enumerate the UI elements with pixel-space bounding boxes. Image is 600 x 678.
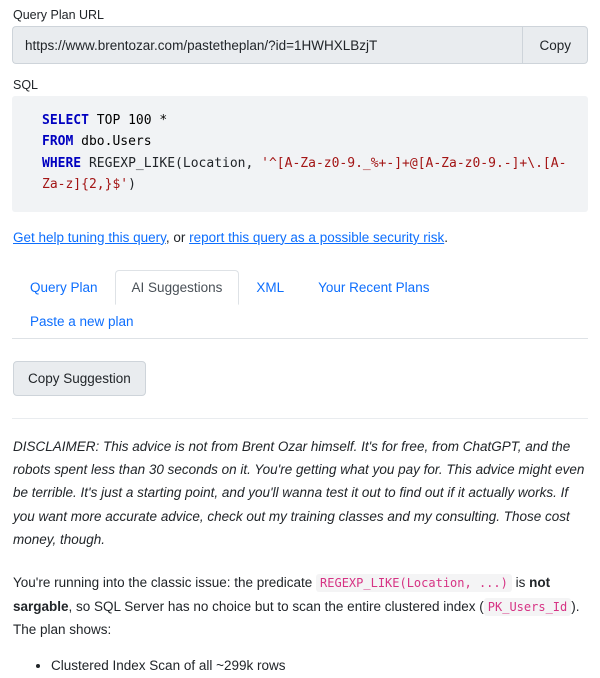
query-plan-url-input[interactable] xyxy=(12,26,522,64)
advice-bullet-list xyxy=(13,654,588,678)
copy-suggestion-button[interactable]: Copy Suggestion xyxy=(13,361,146,396)
help-links-separator: , or xyxy=(165,229,190,245)
advice-code-regexp-like: REGEXP_LIKE(Location, ...) xyxy=(316,574,512,592)
tab-paste-a-new-plan[interactable]: Paste a new plan xyxy=(30,314,134,329)
sql-keyword-where: WHERE xyxy=(42,155,82,171)
get-help-tuning-link[interactable]: Get help tuning this query xyxy=(13,229,166,245)
help-links-period: . xyxy=(444,229,448,245)
query-plan-url-label: Query Plan URL xyxy=(13,8,105,22)
sql-close-paren: ) xyxy=(128,177,136,193)
sql-code-block xyxy=(12,96,588,212)
help-links-line xyxy=(13,228,588,248)
plan-tabs xyxy=(12,270,588,339)
query-plan-url-row xyxy=(12,26,588,64)
sql-label: SQL xyxy=(13,78,39,92)
advice-code-pk-users-id: PK_Users_Id xyxy=(484,598,571,616)
advice-text-a: You're running into the classic issue: the predicate xyxy=(13,575,317,591)
section-divider xyxy=(12,418,588,419)
tab-xml[interactable]: XML xyxy=(256,280,285,295)
sql-regexp-like-call: REGEXP_LIKE(Location, xyxy=(81,155,262,171)
advice-text-d: ). The plan shows: xyxy=(13,598,580,638)
tab-your-recent-plans[interactable]: Your Recent Plans xyxy=(318,280,430,295)
tab-query-plan[interactable]: Query Plan xyxy=(30,280,98,295)
sql-regex-literal: '^[A-Za-z0-9._%+-]+@[A-Za-z0-9.-]+\.[A-Za-z]{2,}$' xyxy=(42,155,567,193)
list-item: • Clustered Index Scan of all ~299k rows xyxy=(51,654,588,678)
advice-not-sargable: not sargable xyxy=(13,575,551,614)
sql-select-rest: TOP 100 * xyxy=(88,113,168,128)
advice-text-c: , so SQL Server has no choice but to scan the entire clustered index ( xyxy=(68,598,484,614)
advice-text-b: is xyxy=(511,575,530,591)
report-security-risk-link[interactable]: report this query as a possible security risk xyxy=(189,229,445,245)
sql-code-text xyxy=(42,110,572,196)
disclaimer-text: DISCLAIMER: This advice is not from Brent Ozar himself. It's for free, from ChatGPT, and the robots spent less than 30 seconds on it. You're getting what you pay for. This advice might even be terrible. It's just a starting point, and you'll wanna test it out to find out if it actually works. If you want more accurate advice, check out my training classes and my consulting. Those cost money, though. xyxy=(13,439,585,547)
sql-keyword-select: SELECT xyxy=(42,113,89,128)
tab-ai-suggestions[interactable]: AI Suggestions xyxy=(115,270,240,305)
sql-keyword-from: FROM xyxy=(42,134,74,150)
copy-url-button[interactable]: Copy xyxy=(522,26,588,64)
advice-paragraph xyxy=(13,571,588,642)
sql-from-rest: dbo.Users xyxy=(73,134,152,150)
